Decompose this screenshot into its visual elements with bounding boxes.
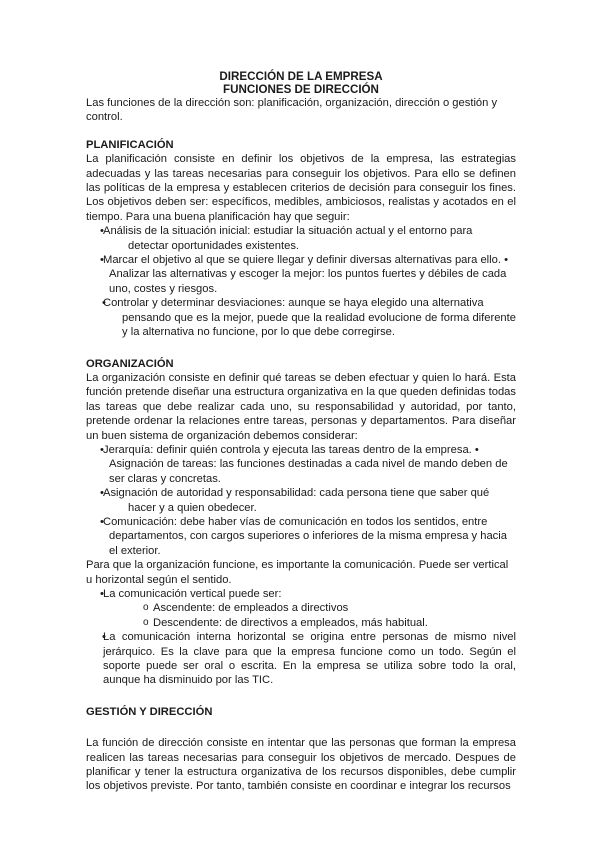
document-title: DIRECCIÓN DE LA EMPRESA	[219, 70, 383, 83]
list-item: • Comunicación: debe haber vías de comunicación en todos los sentidos, entre departamentos, con cargos superiores o inferiores de la misma empresa y hacia el exterior.	[86, 515, 516, 558]
planificacion-paragraph: La planificación consiste en definir los objetivos de la empresa, las estrategias adecuadas y las tareas necesarias para conseguir los objetivos. Para ello se definen las políticas de la empresa y establecen criterios de decisión para conseguir los fines. Los objetivos deben ser: específicos, medibles, ambiciosos, realistas y acotados en el tiempo. Para una buena planificación hay que seguir:	[86, 153, 516, 223]
planificacion-list	[86, 224, 516, 339]
document-subtitle: FUNCIONES DE DIRECCIÓN	[223, 83, 379, 96]
comunicacion-list	[86, 587, 516, 601]
section-heading-gestion: GESTIÓN Y DIRECCIÓN	[86, 705, 213, 718]
list-item: • Marcar el objetivo al que se quiere llegar y definir diversas alternativas para ello. • Analizar las alternativas y escoger la mejor: los puntos fuertes y débiles de cada uno, costes y riesgos.	[86, 253, 516, 296]
section-heading-planificacion: PLANIFICACIÓN	[86, 138, 174, 151]
organizacion-list	[86, 443, 516, 558]
list-item: • Controlar y determinar desviaciones: aunque se haya elegido una alternativa pensando que es la mejor, puede que la realidad evolucione de forma diferente y la alternativa no funcione, por lo que debe corregirse.	[86, 296, 516, 339]
list-item: • Análisis de la situación inicial: estudiar la situación actual y el entorno para detectar oportunidades existentes.	[86, 224, 516, 253]
organizacion-paragraph-2: Para que la organización funcione, es importante la comunicación. Puede ser vertical u horizontal según el sentido.	[86, 559, 509, 586]
list-item: • Asignación de autoridad y responsabilidad: cada persona tiene que saber qué hacer y a quien obedecer.	[86, 486, 516, 515]
gestion-paragraph: La función de dirección consiste en intentar que las personas que forman la empresa realicen las tareas necesarias para conseguir los objetivos de mercado. Despues de planificar y tener la estructura organizativa de los recursos disponibles, debe cumplir los objetivos previste. Por tanto, también consiste en coordinar e integrar los recursos	[86, 737, 516, 793]
comunicacion-sublist	[86, 601, 516, 630]
list-item: • La comunicación interna horizontal se origina entre personas de mismo nivel jerárquico. Es la clave para que la empresa funcione como un todo. Según el soporte puede ser oral o escrita. En la empresa se utiliza sobre todo la oral, aunque ha disminuido por las TIC.	[86, 630, 516, 688]
organizacion-paragraph: La organización consiste en definir qué tareas se deben efectuar y quien lo hará. Esta función pretende diseñar una estructura organizativa en la que queden definidas todas las tareas que debe realizar cada uno, su responsabilidad y autoridad, por tanto, pretende ordenar la relaciones entre tareas, personas y departamentos. Para diseñar un buen sistema de organización debemos considerar:	[86, 371, 516, 442]
sub-list-item: o Descendente: de directivos a empleados, más habitual.	[143, 616, 516, 630]
intro-paragraph: Las funciones de la dirección son: planificación, organización, dirección o gestión y control.	[86, 97, 498, 124]
comunicacion-horizontal-list	[86, 630, 516, 688]
document-page	[86, 70, 516, 794]
section-heading-organizacion: ORGANIZACIÓN	[86, 357, 174, 370]
list-item: • La comunicación vertical puede ser:	[86, 587, 516, 601]
sub-list-item: o Ascendente: de empleados a directivos	[143, 601, 516, 615]
list-item: • Jerarquía: definir quién controla y ejecuta las tareas dentro de la empresa. • Asignación de tareas: las funciones destinadas a cada nivel de mando deben de ser claras y concretas.	[86, 443, 516, 486]
